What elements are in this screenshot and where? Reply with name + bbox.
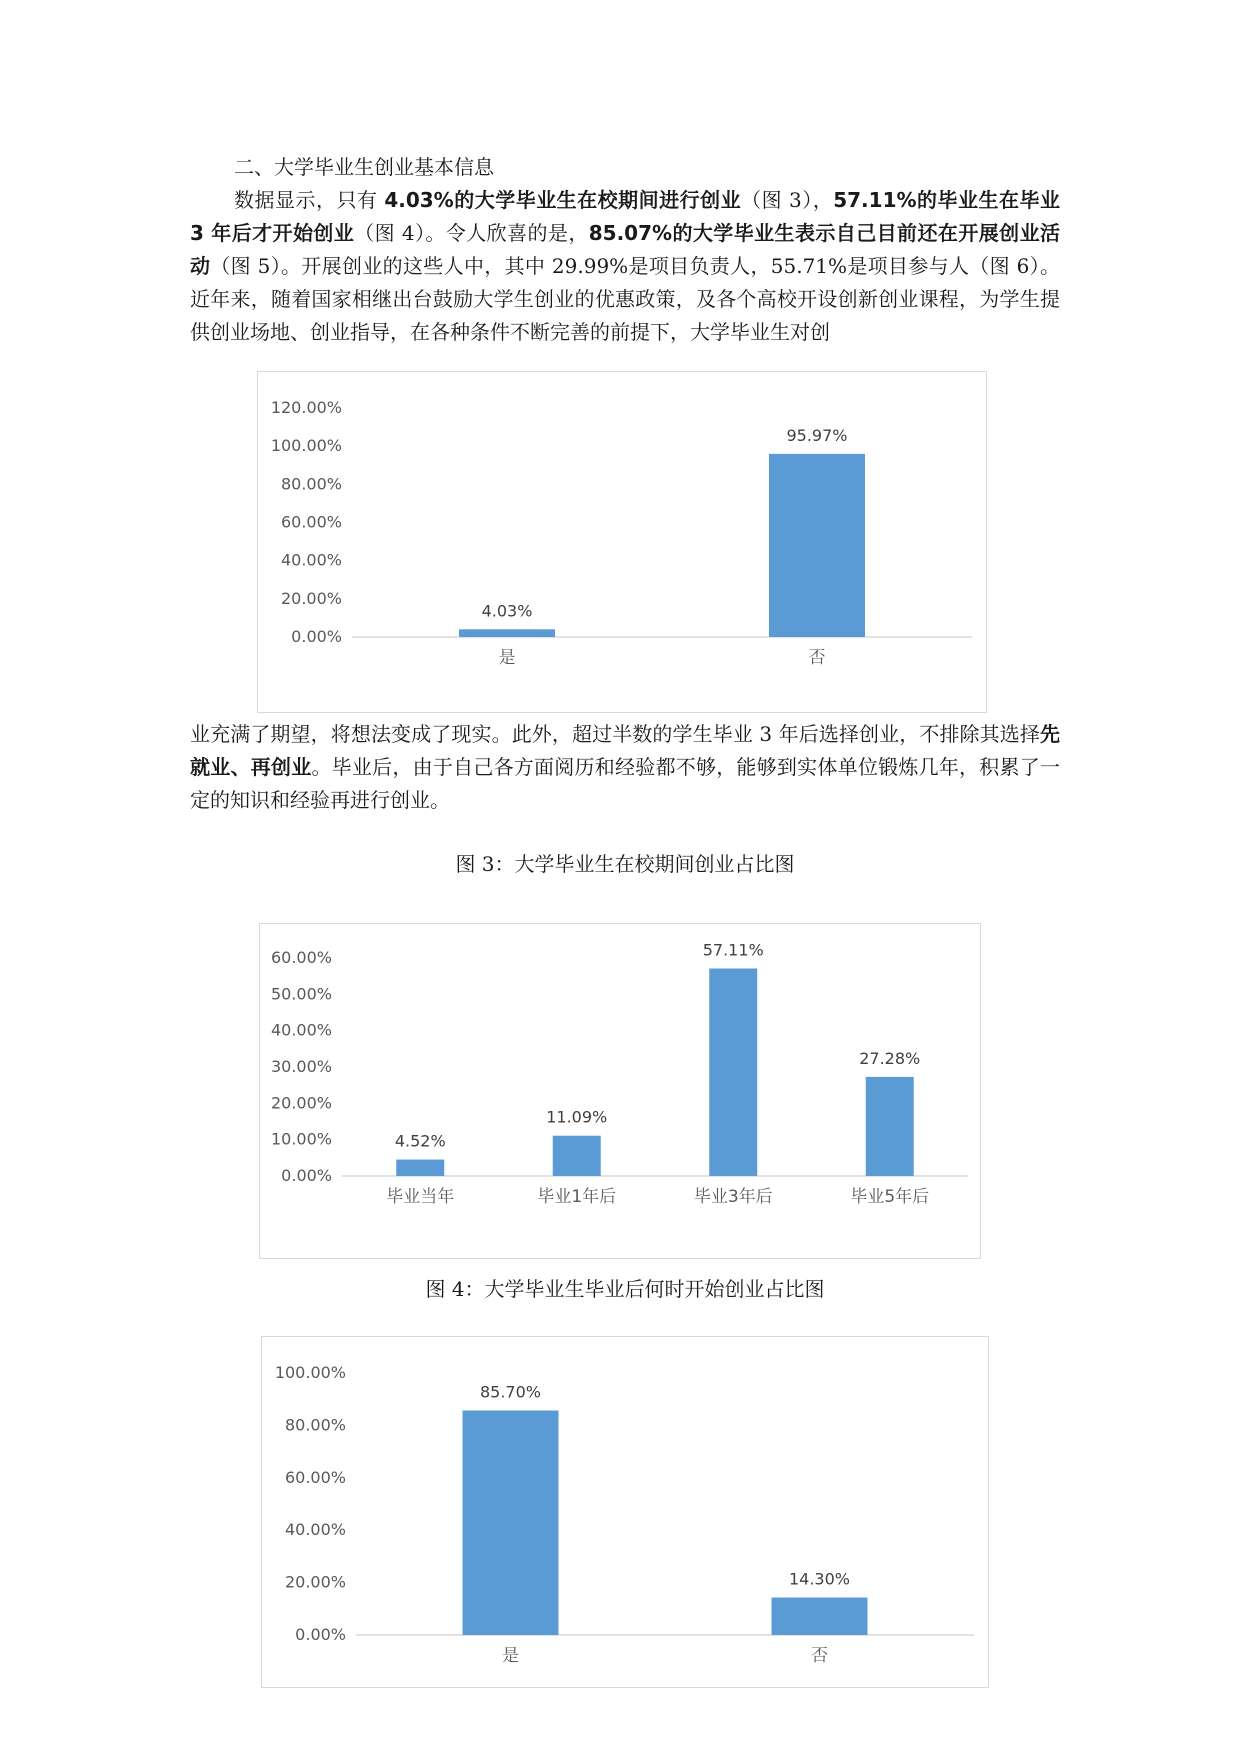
data-label: 4.03% (481, 601, 533, 621)
x-tick-label: 否 (811, 1646, 828, 1666)
y-tick-label: 60.00% (280, 512, 342, 532)
data-label: 14.30% (788, 1569, 851, 1589)
y-tick-label: 20.00% (280, 588, 342, 608)
text-run: 数据显示，只有 (234, 188, 385, 212)
y-tick-label: 50.00% (270, 984, 332, 1004)
y-tick-label: 40.00% (270, 1020, 332, 1040)
text-run: （图 5）。开展创业的这些人中，其中 29.99%是项目负责人，55.71%是项目参与人（图 6）。近年来，随着国家相继出台鼓励大学生创业的优惠政策，及各个高校开设创新创业课程，为学生提供创业场地、创业指导，在各种条件不断完善的前提下，大学毕业生对创 (190, 254, 1060, 344)
y-tick-label: 40.00% (280, 550, 342, 570)
data-label: 95.97% (786, 425, 848, 445)
y-tick-label: 100.00% (270, 436, 342, 456)
data-label: 11.09% (546, 1107, 608, 1127)
chart-svg (262, 1337, 988, 1687)
section-heading: 二、大学毕业生创业基本信息 (234, 155, 494, 179)
y-tick-label: 0.00% (295, 1625, 346, 1644)
data-label: 85.70% (479, 1382, 542, 1402)
y-tick-label: 60.00% (270, 948, 332, 967)
bar (459, 629, 555, 637)
chart-svg (260, 924, 980, 1258)
bar (463, 1410, 559, 1635)
body-text-continued (190, 718, 1060, 817)
y-tick-label: 20.00% (270, 1093, 332, 1113)
bar (709, 969, 757, 1176)
y-tick-label: 100.00% (274, 1363, 346, 1382)
bold-text-run: 先就业、再创业 (190, 722, 1060, 779)
paragraph-2 (190, 718, 1060, 817)
text-run: 。毕业后，由于自己各方面阅历和经验都不够，能够到实体单位锻炼几年，积累了一定的知识和经验再进行创业。 (190, 755, 1061, 812)
bar (866, 1077, 914, 1176)
bar (769, 454, 865, 637)
x-tick-label: 是 (502, 1646, 519, 1666)
bold-text-run: 4.03%的大学毕业生在校期间进行创业 (384, 188, 742, 212)
x-tick-label: 毕业当年 (386, 1187, 455, 1207)
chart-fig4 (259, 923, 981, 1259)
text-run: 业充满了期望，将想法变成了现实。此外，超过半数的学生毕业 3 年后选择创业，不排除其选择 (190, 722, 1040, 746)
x-tick-label: 否 (808, 648, 826, 668)
data-label: 57.11% (702, 940, 764, 960)
y-tick-label: 0.00% (291, 627, 342, 646)
chart-fig3 (257, 371, 987, 713)
text-run: （图 3）， (741, 188, 834, 212)
y-tick-label: 60.00% (284, 1467, 346, 1487)
bar (396, 1160, 444, 1176)
y-tick-label: 30.00% (270, 1057, 332, 1076)
body-text (190, 151, 1060, 349)
y-tick-label: 20.00% (284, 1572, 346, 1592)
x-tick-label: 是 (498, 648, 516, 668)
data-label: 4.52% (394, 1131, 446, 1151)
figure-3-caption: 图 3：大学毕业生在校期间创业占比图 (455, 852, 795, 876)
figure-4-caption: 图 4：大学毕业生毕业后何时开始创业占比图 (425, 1277, 825, 1301)
bar (772, 1598, 868, 1635)
y-tick-label: 80.00% (284, 1415, 346, 1435)
x-tick-label: 毕业1年后 (537, 1187, 617, 1207)
y-tick-label: 120.00% (270, 398, 342, 417)
y-tick-label: 10.00% (270, 1129, 332, 1149)
chart-svg (258, 372, 986, 712)
bold-text-run: 85.07%的大学毕业生表示自己目前还在开展创业活动 (190, 221, 1060, 278)
data-label: 27.28% (859, 1048, 921, 1068)
y-tick-label: 40.00% (284, 1520, 346, 1540)
bar (553, 1136, 601, 1176)
chart-fig5 (261, 1336, 989, 1688)
x-tick-label: 毕业5年后 (850, 1187, 930, 1207)
paragraph-1 (190, 184, 1060, 349)
y-tick-label: 80.00% (280, 474, 342, 494)
x-tick-label: 毕业3年后 (693, 1187, 773, 1207)
bold-text-run: 57.11%的毕业生在毕业 3 年后才开始创业 (190, 188, 1060, 245)
y-tick-label: 0.00% (281, 1166, 332, 1185)
text-run: （图 4）。令人欣喜的是， (354, 221, 589, 245)
